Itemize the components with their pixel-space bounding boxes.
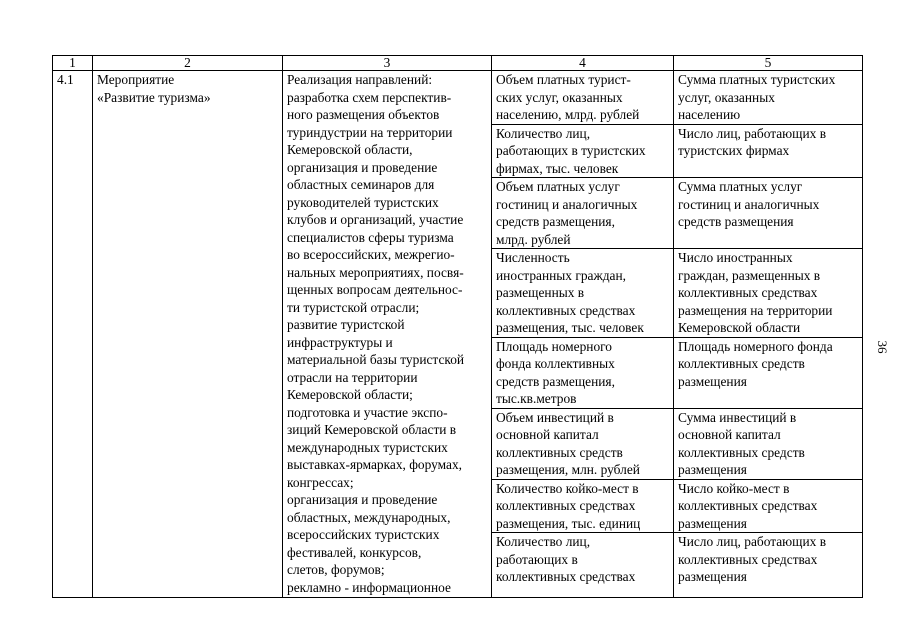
header-cell-1: 1 [53, 56, 93, 71]
indicator-name: Количество лиц, работающих в коллективных средствах [492, 533, 674, 598]
table-row [53, 71, 863, 125]
event-title [93, 71, 283, 598]
indicator-name: Объем платных услуг гостиниц и аналогичных средств размещения, млрд. рублей [492, 178, 674, 249]
page-number: 36 [875, 340, 890, 354]
indicator-name: Количество лиц, работающих в туристских фирмах, тыс. человек [492, 124, 674, 178]
indicator-formula: Сумма платных туристских услуг, оказанных населению [674, 71, 863, 125]
indicator-formula: Сумма инвестиций в основной капитал коллективных средств размещения [674, 408, 863, 479]
program-table [52, 55, 863, 598]
indicator-formula: Число лиц, работающих в коллективных средствах размещения [674, 533, 863, 598]
header-cell-3: 3 [283, 56, 492, 71]
header-cell-2: 2 [93, 56, 283, 71]
header-cell-5: 5 [674, 56, 863, 71]
indicator-formula: Число лиц, работающих в туристских фирмах [674, 124, 863, 178]
event-title-line1: Мероприятие [97, 72, 175, 87]
indicator-formula: Площадь номерного фонда коллективных средств размещения [674, 337, 863, 408]
event-title-line2: «Развитие туризма» [97, 89, 211, 105]
indicator-formula: Число иностранных граждан, размещенных в коллективных средствах размещения на территории Кемеровской области [674, 249, 863, 338]
header-row [53, 56, 863, 71]
indicator-formula: Сумма платных услуг гостиниц и аналогичных средств размещения [674, 178, 863, 249]
indicator-formula: Число койко-мест в коллективных средствах размещения [674, 479, 863, 533]
indicator-name: Объем инвестиций в основной капитал коллективных средств размещения, млн. рублей [492, 408, 674, 479]
row-number: 4.1 [53, 71, 93, 598]
header-cell-4: 4 [492, 56, 674, 71]
indicator-name: Численность иностранных граждан, размещенных в коллективных средствах размещения, тыс. человек [492, 249, 674, 338]
indicator-name: Количество койко-мест в коллективных средствах размещения, тыс. единиц [492, 479, 674, 533]
indicator-name: Объем платных турист- ских услуг, оказанных населению, млрд. рублей [492, 71, 674, 125]
event-description: Реализация направлений: разработка схем перспектив- ного размещения объектов туриндустрии на территории Кемеровской области, организация и проведение областных семинаров для руководителей туристских клубов и организаций, участие специалистов сферы туризма во всероссийских, межрегио- нальных мероприятиях, посвя- щенных вопросам деятельнос- ти туристской отрасли; развитие туристской инфраструктуры и материальной базы туристской отрасли на территории Кемеровской области; подготовка и участие экспо- зиций Кемеровской области в международных туристских выставках-ярмарках, форумах, конгрессах; организация и проведение областных, международных, всероссийских туристских фестивалей, конкурсов, слетов, форумов; рекламно - информационное [283, 71, 492, 598]
indicator-name: Площадь номерного фонда коллективных средств размещения, тыс.кв.метров [492, 337, 674, 408]
